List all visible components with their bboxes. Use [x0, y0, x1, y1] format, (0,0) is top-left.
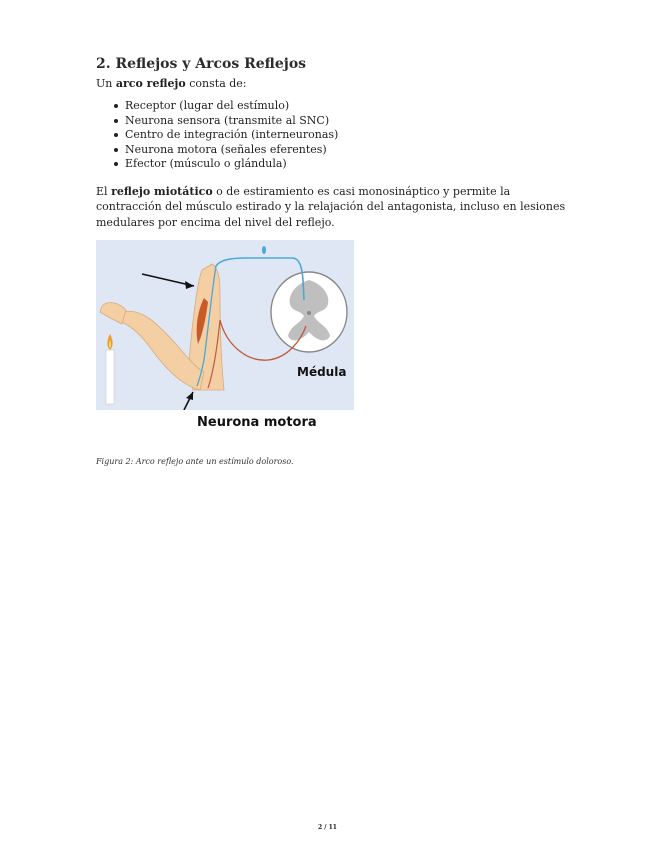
bullet-icon — [114, 162, 118, 166]
para-bold-term: reflejo miotático — [111, 185, 213, 198]
myotatic-reflex-paragraph — [96, 184, 566, 230]
para-rest: o de estiramiento es casi monosináptico y permite la contracción del músculo estirado y la relajación del antagonista, incluso en lesiones medulares por encima del nivel del reflejo. — [96, 185, 566, 229]
bullet-icon — [114, 104, 118, 108]
reflex-arc-illustration — [96, 240, 354, 410]
intro-prefix: Un — [96, 77, 113, 90]
list-item — [111, 157, 338, 172]
list-item-text: Neurona motora (señales eferentes) — [125, 142, 327, 156]
hand-icon — [100, 303, 126, 324]
figure-caption: Figura 2: Arco reflejo ante un estímulo doloroso. — [96, 457, 294, 466]
bullet-icon — [114, 119, 118, 123]
spinal-cord-icon — [271, 272, 347, 352]
intro-suffix: consta de: — [189, 77, 247, 90]
list-item-text: Efector (músculo o glándula) — [125, 157, 287, 171]
intro-bold-term: arco reflejo — [115, 77, 186, 90]
reflex-arc-components-list — [111, 99, 338, 172]
para-prefix: El — [96, 185, 108, 198]
page-number: 2 / 11 — [318, 824, 337, 831]
list-item — [111, 99, 338, 114]
intro-text — [96, 77, 247, 90]
medula-label: Médula — [297, 365, 347, 379]
list-item-text: Centro de integración (interneuronas) — [125, 128, 339, 142]
reflex-arc-figure — [96, 240, 354, 410]
list-item-text: Neurona sensora (transmite al SNC) — [125, 113, 330, 127]
list-item — [111, 143, 338, 158]
ganglion-icon — [262, 246, 266, 254]
list-item — [111, 114, 338, 129]
section-title: 2. Reflejos y Arcos Reflejos — [96, 56, 307, 72]
candle-icon — [106, 350, 114, 404]
motor-neuron-label: Neurona motora — [197, 415, 317, 430]
bullet-icon — [114, 133, 118, 137]
list-item — [111, 128, 338, 143]
bullet-icon — [114, 148, 118, 152]
list-item-text: Receptor (lugar del estímulo) — [125, 99, 290, 112]
